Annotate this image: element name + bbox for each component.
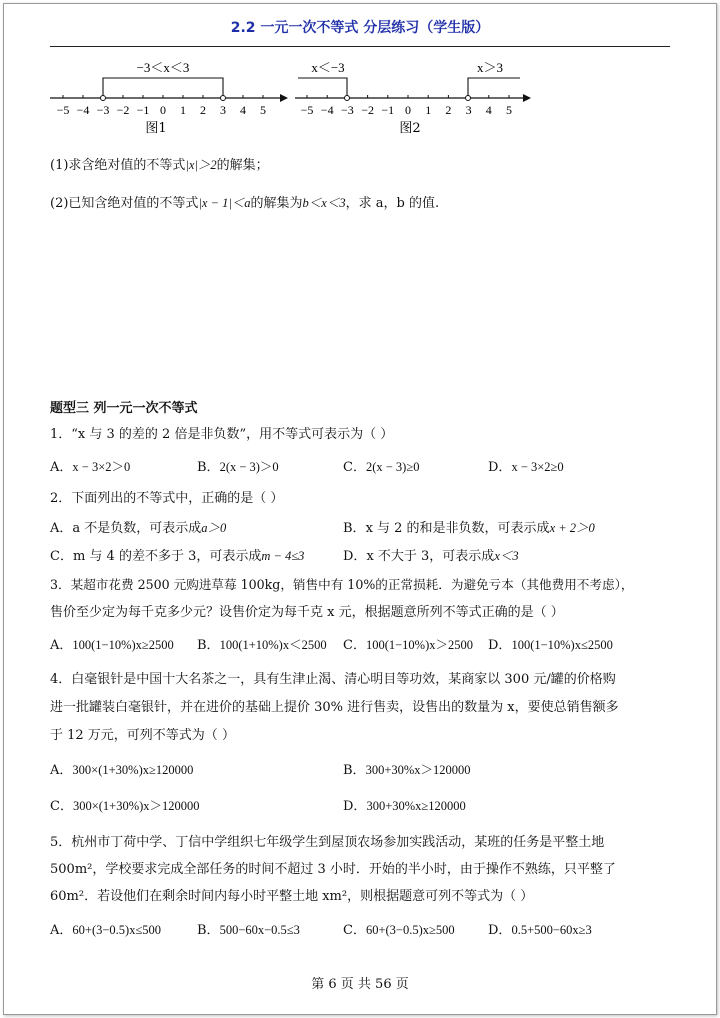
q3-option-a[interactable]: A．100(1−10%)x≥2500 (50, 638, 174, 653)
q5-option-b[interactable]: B．500−60x−0.5≤3 (197, 923, 300, 938)
fig2-tick-label: 2 (445, 103, 452, 117)
q5-option-c[interactable]: C．60+(3−0.5)x≥500 (343, 923, 455, 938)
q3-stem-line-2: 售价至少定为每千克多少元？设售价定为每千克 x 元，根据题意所列不等式正确的是（ ） (50, 605, 564, 620)
q3-stem-line-1: 3．某超市花费 2500 元购进草莓 100kg，销售中有 10%的正常损耗．为避免亏本（其他费用不考虑）， (50, 577, 634, 592)
q5-stem-line-2: 500m²，学校要求完成全部任务的时间不超过 3 小时．开始的半小时，由于操作不熟练，只平整了 (50, 862, 616, 877)
q1-stem: 1．“x 与 3 的差的 2 倍是非负数”，用不等式可表示为（ ） (50, 427, 394, 442)
number-line-figures (40, 52, 540, 142)
fig1-tick-label: −4 (76, 103, 90, 117)
fig2-label-right: x＞3 (476, 60, 504, 75)
q4-stem-line-3: 于 12 万元，可列不等式为（ ） (50, 728, 235, 743)
fig2-tick-label: −3 (341, 103, 354, 117)
q5-option-d[interactable]: D．0.5+500−60x≥3 (488, 923, 592, 938)
fig1-tick-label: 4 (240, 103, 246, 117)
fig2-tick-label: 3 (465, 103, 472, 117)
q4-option-b[interactable]: B．300+30%x＞120000 (343, 763, 471, 778)
q4-option-c[interactable]: C．300×(1+30%)x＞120000 (50, 799, 200, 814)
q2-option-a[interactable]: A．a 不是负数，可表示成a＞0 (50, 521, 227, 536)
q3-option-c[interactable]: C．100(1−10%)x＞2500 (343, 638, 473, 653)
fig1-tick-label: −1 (136, 103, 150, 117)
q5-stem-line-3: 60m²．若设他们在剩余时间内每小时平整土地 xm²，则根据题意可列不等式为（ ） (50, 889, 534, 904)
fig2-tick-label: 5 (506, 103, 512, 117)
fig2-tick-label: 0 (405, 103, 411, 117)
fig1-tick-label: 3 (220, 103, 226, 117)
figure-2 (295, 60, 531, 136)
q1-option-c[interactable]: C．2(x − 3)≥0 (343, 460, 420, 475)
fig2-label-left: x＜−3 (311, 60, 345, 75)
q1-option-d[interactable]: D．x − 3×2≥0 (488, 460, 564, 475)
fig1-caption: 图1 (145, 121, 167, 136)
fig2-tick-label: −5 (300, 103, 314, 117)
fig2-tick-label: 1 (425, 103, 432, 117)
q4-stem-line-2: 进一批罐装白毫银针，并在进价的基础上提价 30% 进行售卖，设售出的数量为 x，要使总销售额多 (50, 700, 619, 715)
q4-stem-line-1: 4．白毫银针是中国十大名茶之一，具有生津止渴、清心明目等功效，某商家以 300 元/罐的价格购 (50, 672, 616, 687)
page-footer: 第 6 页 共 56 页 (311, 977, 409, 992)
fig1-tick-label: 0 (160, 103, 166, 117)
q5-option-a[interactable]: A．60+(3−0.5)x≤500 (50, 923, 162, 938)
section-title: 题型三 列一元一次不等式 (50, 401, 198, 416)
q4-option-a[interactable]: A．300×(1+30%)x≥120000 (50, 763, 194, 778)
fig1-tick-label: 1 (180, 103, 186, 117)
q5-stem-line-1: 5．杭州市丁荷中学、丁信中学组织七年级学生到屋顶农场参加实践活动，某班的任务是平整土地 (50, 835, 605, 850)
q1-option-b[interactable]: B．2(x − 3)＞0 (197, 460, 279, 475)
q2-option-d[interactable]: D．x 不大于 3，可表示成x＜3 (343, 549, 519, 564)
q2-option-b[interactable]: B．x 与 2 的和是非负数，可表示成x + 2＞0 (343, 521, 595, 536)
q2-stem: 2．下面列出的不等式中，正确的是（ ） (50, 491, 284, 506)
fig2-tick-label: 4 (485, 103, 492, 117)
fig1-tick-label: 5 (260, 103, 266, 117)
fig2-tick-label: −4 (320, 103, 334, 117)
q3-option-d[interactable]: D．100(1−10%)x≤2500 (488, 638, 613, 653)
fig2-tick-label: −2 (361, 103, 374, 117)
fig1-tick-label: 2 (200, 103, 206, 117)
fig1-tick-label: −5 (56, 103, 70, 117)
fig1-tick-label: −2 (116, 103, 130, 117)
q2-option-c[interactable]: C．m 与 4 的差不多于 3，可表示成m − 4≤3 (50, 549, 305, 564)
figure-1 (50, 60, 288, 136)
q4-option-d[interactable]: D．300+30%x≥120000 (343, 799, 466, 814)
page-title: 2.2 一元一次不等式 分层练习（学生版） (230, 20, 490, 36)
intro-q2: (2)已知含绝对值的不等式|x − 1|＜a的解集为b＜x＜3，求 a，b 的值. (50, 196, 440, 211)
fig2-caption: 图2 (399, 121, 421, 136)
fig1-tick-label: −3 (96, 103, 110, 117)
fig1-label: −3＜x＜3 (136, 60, 190, 75)
q3-option-b[interactable]: B．100(1+10%)x＜2500 (197, 638, 327, 653)
intro-q1: (1)求含绝对值的不等式|x|＞2的解集； (50, 158, 269, 173)
header-divider (50, 46, 670, 47)
fig2-tick-label: −1 (381, 103, 395, 117)
q1-option-a[interactable]: A．x − 3×2＞0 (50, 460, 131, 475)
